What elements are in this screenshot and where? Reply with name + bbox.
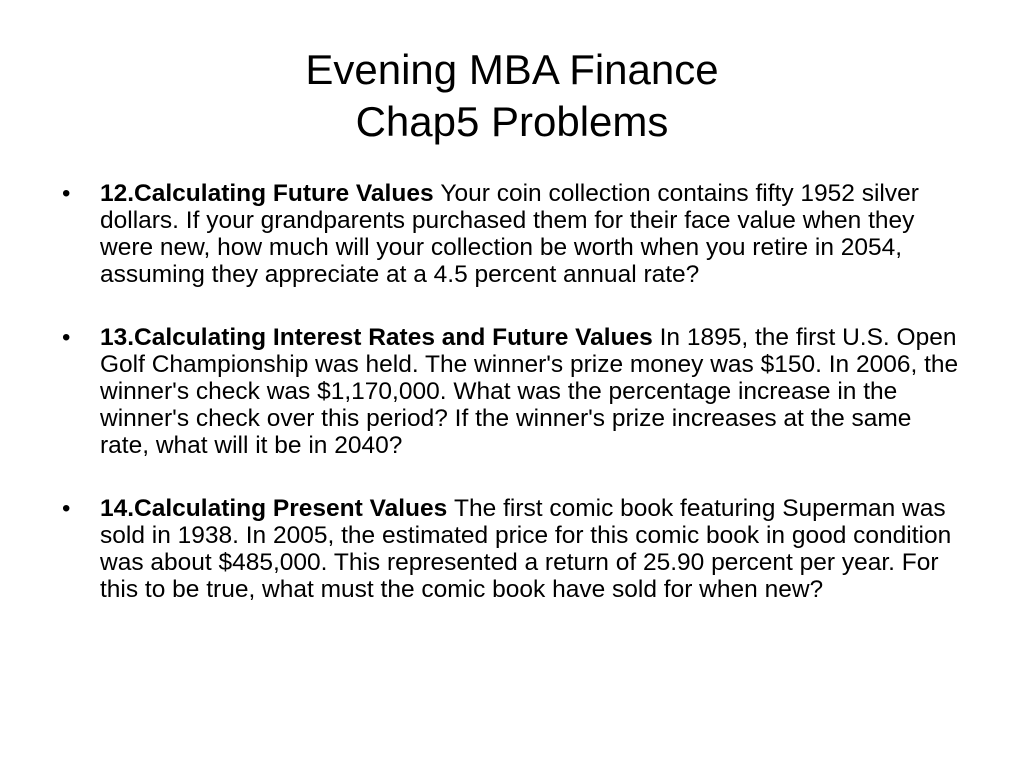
problem-text: In 1895, the first U.S. Open Golf Championship was held. The winner's prize money was $150. In 2006, the winner's check was $1,170,000. What was the percentage increase in the winner's check over this period? If the winner's prize increases at the same rate, what will it be in 2040? <box>100 324 959 459</box>
problem-heading: 12.Calculating Future Values <box>100 180 441 207</box>
problem-text: Your coin collection contains fifty 1952 silver dollars. If your grandparents purchased them for their face value when they were new, how much will your collection be worth when you retire in 2054, assuming they appreciate at a 4.5 percent annual rate? <box>100 180 919 288</box>
bullet-icon: • <box>62 180 71 207</box>
problem-list <box>62 180 962 639</box>
title-line-1: Evening MBA Finance <box>305 46 719 93</box>
problem-heading: 13.Calculating Interest Rates and Future Values <box>100 324 660 351</box>
title-line-2: Chap5 Problems <box>355 98 669 145</box>
problem-item-13 <box>62 324 962 459</box>
problem-item-14 <box>62 495 962 603</box>
slide-title <box>0 44 1024 148</box>
problem-item-12 <box>62 180 962 288</box>
bullet-icon: • <box>62 495 71 522</box>
bullet-icon: • <box>62 324 71 351</box>
problem-text: The first comic book featuring Superman was sold in 1938. In 2005, the estimated price for this comic book in good condition was about $485,000. This represented a return of 25.90 percent per year. For this to be true, what must the comic book have sold for when new? <box>100 495 952 603</box>
problem-heading: 14.Calculating Present Values <box>100 495 455 522</box>
